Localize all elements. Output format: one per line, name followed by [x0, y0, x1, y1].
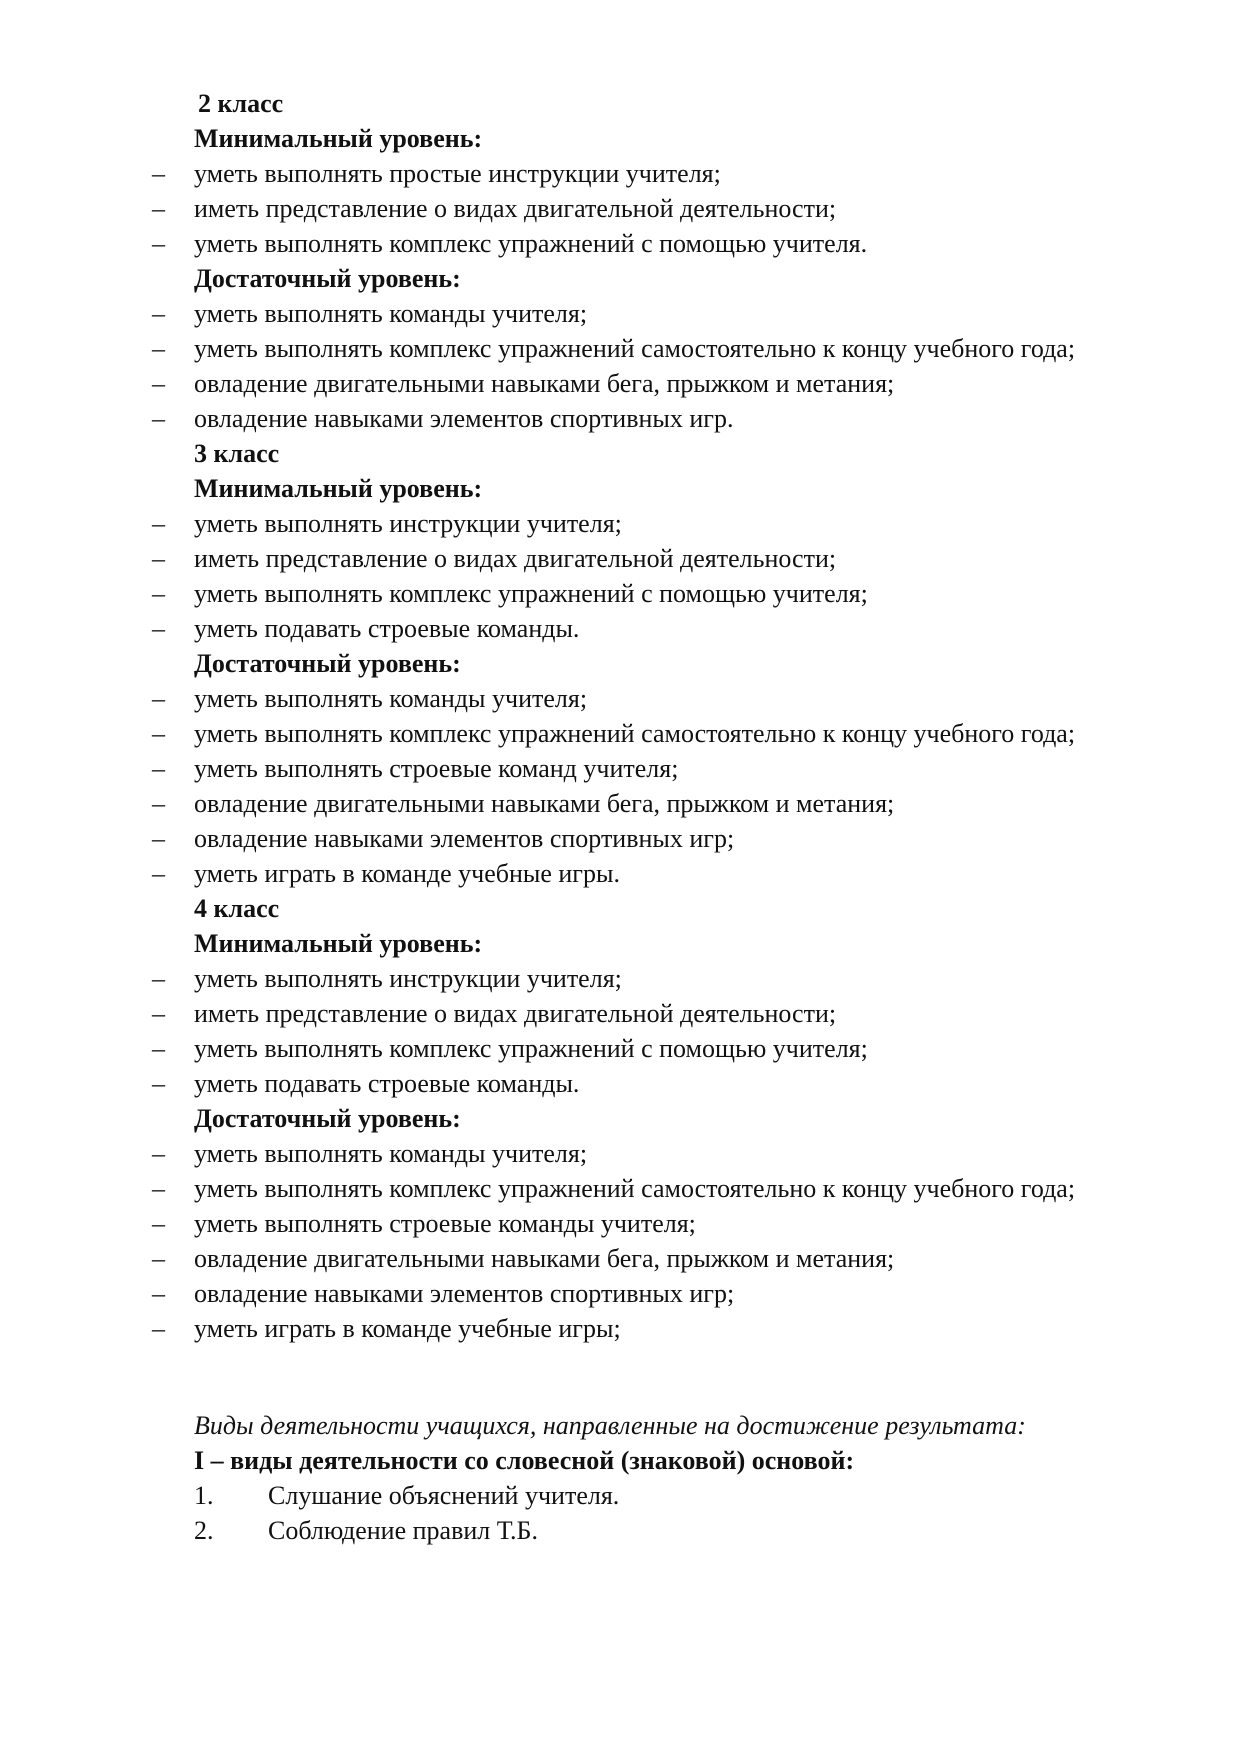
list-item: – уметь выполнять команды учителя; [152, 296, 1152, 331]
list-item: – уметь выполнять комплекс упражнений самостоятельно к концу учебного года; [152, 331, 1152, 366]
min-level-heading: Минимальный уровень: [194, 929, 483, 958]
dash-bullet: – [152, 824, 165, 853]
activities-intro: Виды деятельности учащихся, направленные на достижение результата: [194, 1411, 1026, 1440]
class-heading: 3 класс [194, 439, 280, 468]
list-item: – овладение двигательными навыками бега, прыжком и метания; [152, 366, 1152, 401]
dash-bullet: – [152, 404, 165, 433]
activities-section [152, 1408, 1152, 1548]
suff-level-heading: Достаточный уровень: [194, 1104, 461, 1133]
list-item: – уметь выполнять команды учителя; [152, 1136, 1152, 1171]
min-level-heading: Минимальный уровень: [194, 474, 483, 503]
list-item: – уметь выполнять команды учителя; [152, 681, 1152, 716]
dash-bullet: – [152, 509, 165, 538]
dash-bullet: – [152, 1209, 165, 1238]
dash-bullet: – [152, 1139, 165, 1168]
min-level-heading: Минимальный уровень: [194, 124, 483, 153]
dash-bullet: – [152, 1174, 165, 1203]
dash-bullet: – [152, 859, 165, 888]
section-grade-3 [152, 436, 1152, 891]
class-heading: 4 класс [194, 894, 280, 923]
dash-bullet: – [152, 999, 165, 1028]
dash-bullet: – [152, 1279, 165, 1308]
dash-bullet: – [152, 194, 165, 223]
list-item: – овладение двигательными навыками бега, прыжком и метания; [152, 1241, 1152, 1276]
list-item: – овладение двигательными навыками бега, прыжком и метания; [152, 786, 1152, 821]
suff-level-heading: Достаточный уровень: [194, 649, 461, 678]
list-item: – уметь выполнять строевые команды учителя; [152, 1206, 1152, 1241]
dash-bullet: – [152, 1069, 165, 1098]
list-item: – уметь подавать строевые команды. [152, 1066, 1152, 1101]
list-item: – уметь играть в команде учебные игры. [152, 856, 1152, 891]
dash-bullet: – [152, 964, 165, 993]
dash-bullet: – [152, 719, 165, 748]
list-item: – овладение навыками элементов спортивных игр; [152, 1276, 1152, 1311]
list-item: – уметь подавать строевые команды. [152, 611, 1152, 646]
list-item: – уметь играть в команде учебные игры; [152, 1311, 1152, 1346]
dash-bullet: – [152, 1034, 165, 1063]
dash-bullet: – [152, 684, 165, 713]
dash-bullet: – [152, 754, 165, 783]
spacer [152, 1346, 1152, 1408]
list-item: – уметь выполнять инструкции учителя; [152, 506, 1152, 541]
dash-bullet: – [152, 1244, 165, 1273]
suff-level-heading: Достаточный уровень: [194, 264, 461, 293]
list-item: – овладение навыками элементов спортивных игр. [152, 401, 1152, 436]
section-grade-4 [152, 891, 1152, 1346]
dash-bullet: – [152, 334, 165, 363]
dash-bullet: – [152, 229, 165, 258]
dash-bullet: – [152, 579, 165, 608]
item-number: 1. [194, 1481, 214, 1510]
list-item: – уметь выполнять строевые команд учителя; [152, 751, 1152, 786]
list-item: – овладение навыками элементов спортивных игр; [152, 821, 1152, 856]
dash-bullet: – [152, 299, 165, 328]
list-item: – уметь выполнять комплекс упражнений самостоятельно к концу учебного года; [152, 1171, 1152, 1206]
dash-bullet: – [152, 159, 165, 188]
item-number: 2. [194, 1516, 214, 1545]
dash-bullet: – [152, 789, 165, 818]
list-item: – уметь выполнять комплекс упражнений самостоятельно к концу учебного года; [152, 716, 1152, 751]
dash-bullet: – [152, 544, 165, 573]
dash-bullet: – [152, 1314, 165, 1343]
list-item: – иметь представление о видах двигательной деятельности; [152, 541, 1152, 576]
list-item: – уметь выполнять комплекс упражнений с помощью учителя; [152, 576, 1152, 611]
dash-bullet: – [152, 369, 165, 398]
section-grade-2 [152, 86, 1152, 436]
numbered-item: 1. Слушание объяснений учителя. [152, 1478, 1152, 1513]
list-item: – иметь представление о видах двигательной деятельности; [152, 996, 1152, 1031]
list-item: – уметь выполнять простые инструкции учителя; [152, 156, 1152, 191]
list-item: – уметь выполнять инструкции учителя; [152, 961, 1152, 996]
list-item: – уметь выполнять комплекс упражнений с помощью учителя. [152, 226, 1152, 261]
class-heading: 2 класс [198, 89, 284, 118]
document-content [152, 86, 1152, 1548]
list-item: – иметь представление о видах двигательной деятельности; [152, 191, 1152, 226]
activities-heading: I – виды деятельности со словесной (знаковой) основой: [194, 1446, 855, 1475]
list-item: – уметь выполнять комплекс упражнений с помощью учителя; [152, 1031, 1152, 1066]
numbered-item: 2. Соблюдение правил Т.Б. [152, 1513, 1152, 1548]
dash-bullet: – [152, 614, 165, 643]
